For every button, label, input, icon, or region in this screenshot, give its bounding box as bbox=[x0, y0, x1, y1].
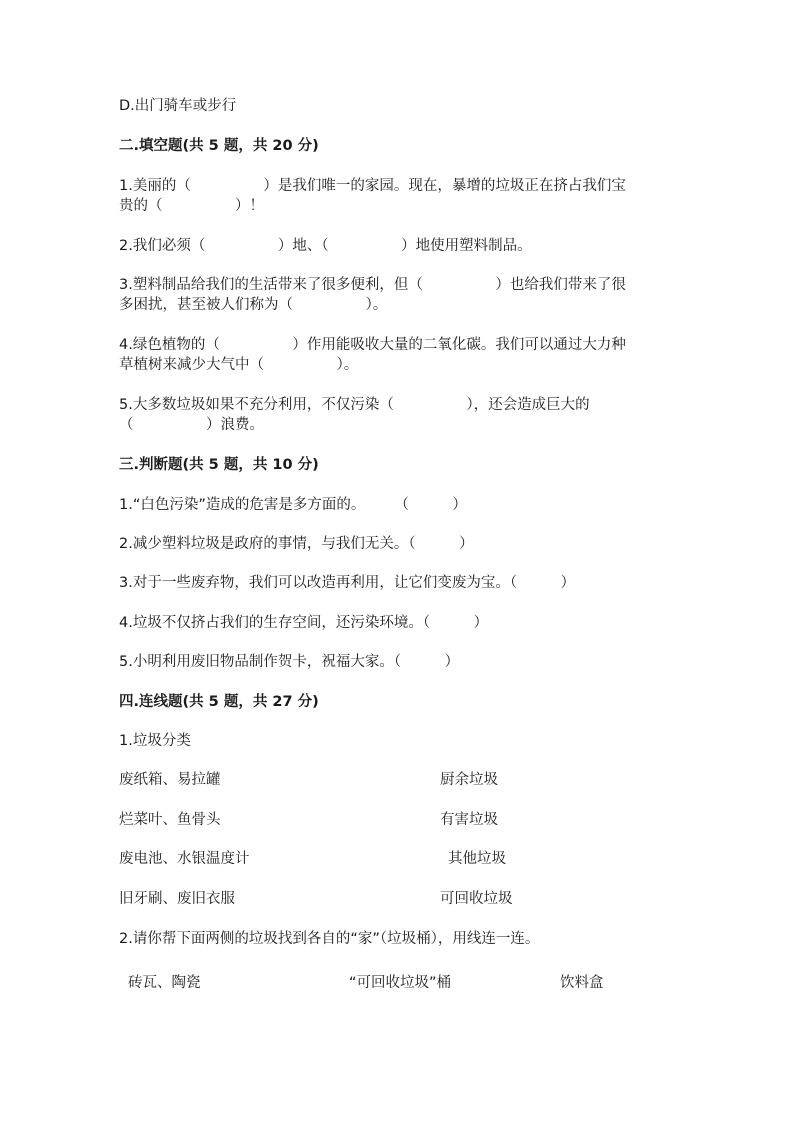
fill-q4-line1: 4.绿色植物的（ ）作用能吸收大量的二氧化碳。我们可以通过大力种 bbox=[119, 337, 626, 353]
match-q1-title: 1.垃圾分类 bbox=[119, 733, 191, 749]
fill-q3-line1: 3.塑料制品给我们的生活带来了很多便利，但（ ）也给我们带来了很 bbox=[119, 277, 626, 293]
judge-q1: 1.“白色污染”造成的危害是多方面的。 （ ） bbox=[119, 497, 467, 513]
match-right-item: 可回收垃圾 bbox=[440, 891, 513, 907]
fill-q4-line2: 草植树来减少大气中（ ）。 bbox=[119, 357, 359, 373]
option-d: D.出门骑车或步行 bbox=[119, 98, 237, 114]
section4-heading: 四.连线题(共 5 题，共 27 分) bbox=[119, 694, 319, 710]
match-right-item: 其他垃圾 bbox=[448, 851, 506, 867]
match-left-item: 烂菜叶、鱼骨头 bbox=[119, 812, 221, 828]
fill-q5-line1: 5.大多数垃圾如果不充分利用，不仅污染（ ），还会造成巨大的 bbox=[119, 397, 590, 413]
fill-q1-line1: 1.美丽的（ ）是我们唯一的家园。现在，暴增的垃圾正在挤占我们宝 bbox=[119, 178, 626, 194]
match-right-item: 厨余垃圾 bbox=[440, 772, 498, 788]
match-left-item: 废纸箱、易拉罐 bbox=[119, 772, 221, 788]
judge-q2: 2.减少塑料垃圾是政府的事情，与我们无关。（ ） bbox=[119, 536, 474, 552]
fill-q2: 2.我们必须（ ）地、（ ）地使用塑料制品。 bbox=[119, 238, 532, 254]
judge-q4: 4.垃圾不仅挤占我们的生存空间，还污染环境。（ ） bbox=[119, 615, 489, 631]
judge-q5: 5.小明利用废旧物品制作贺卡，祝福大家。（ ） bbox=[119, 654, 460, 670]
fill-q5-line2: （ ）浪费。 bbox=[119, 417, 264, 433]
section2-heading: 二.填空题(共 5 题，共 20 分) bbox=[119, 138, 319, 154]
judge-q3: 3.对于一些废弃物，我们可以改造再利用，让它们变废为宝。（ ） bbox=[119, 575, 576, 591]
fill-q3-line2: 多困扰，甚至被人们称为（ ）。 bbox=[119, 297, 388, 313]
match-q2-left: 砖瓦、陶瓷 bbox=[128, 975, 201, 991]
match-q2-title: 2.请你帮下面两侧的垃圾找到各自的“家”（垃圾桶），用线连一连。 bbox=[119, 931, 540, 947]
match-left-item: 旧牙刷、废旧衣服 bbox=[119, 891, 235, 907]
fill-q1-line2: 贵的（ ）！ bbox=[119, 198, 264, 214]
match-left-item: 废电池、水银温度计 bbox=[119, 851, 250, 867]
match-q2-right: 饮料盒 bbox=[560, 975, 604, 991]
section3-heading: 三.判断题(共 5 题，共 10 分) bbox=[119, 457, 319, 473]
match-right-item: 有害垃圾 bbox=[440, 812, 498, 828]
match-q2-middle: “可回收垃圾”桶 bbox=[349, 975, 452, 991]
